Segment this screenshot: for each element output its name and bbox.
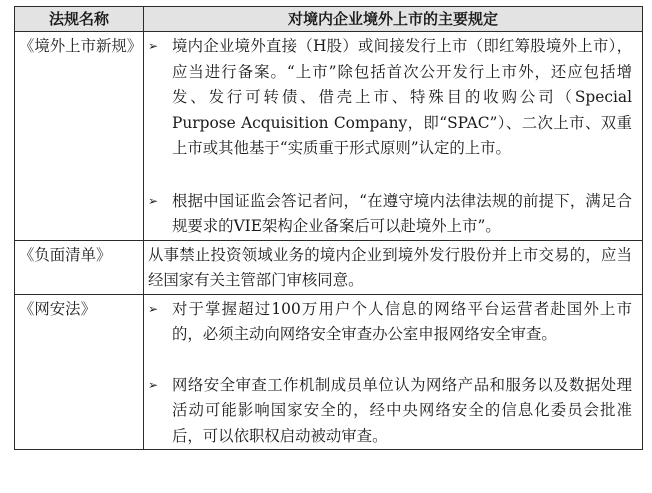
- regulations-table: [14, 6, 643, 450]
- provision-text: 网络安全审查工作机制成员单位认为网络产品和服务以及数据处理活动可能影响国家安全的，经中央网络安全的信息化委员会批准后，可以依职权启动被动审查。: [172, 375, 632, 445]
- table-row: [15, 294, 643, 450]
- arrow-bullet-icon: ➢: [148, 193, 159, 208]
- arrow-bullet-icon: ➢: [148, 301, 159, 316]
- provision-text: 根据中国证监会答记者问，“在遵守境内法律法规的前提下，满足合规要求的VIE架构企业备案后可以赴境外上市”。: [172, 191, 632, 235]
- provision-item: [148, 34, 632, 162]
- law-name-cell: 《负面清单》: [15, 240, 144, 294]
- provision-text: 从事禁止投资领域业务的境内企业到境外发行股份并上市交易的，应当经国家有关主管部门审核同意。: [148, 245, 632, 289]
- provision-text: 境内企业境外直接（H股）或间接发行上市（即红筹股境外上市），应当进行备案。“上市”除包括首次公开发行上市外，还应包括增发、发行可转债、借壳上市、特殊目的收购公司（Special Purpose Acquisition Company，即“SPAC”）、二次上市、双重上市或其他基于“实质重于形式原则”认定的上市。: [172, 37, 632, 157]
- provisions-cell: [144, 240, 643, 294]
- law-name-cell: 《境外上市新规》: [15, 32, 144, 241]
- table-row: [15, 240, 643, 294]
- paragraph-spacer: [148, 348, 632, 373]
- paragraph-spacer: [148, 162, 632, 189]
- arrow-bullet-icon: ➢: [148, 377, 159, 392]
- law-name-cell: 《网安法》: [15, 294, 144, 450]
- provision-item: [148, 297, 632, 348]
- arrow-bullet-icon: ➢: [148, 39, 159, 53]
- provision-item: [148, 189, 632, 240]
- provision-text: 对于掌握超过100万用户个人信息的网络平台运营者赴国外上市的，必须主动向网络安全审查办公室申报网络安全审查。: [172, 299, 632, 343]
- table-row: [15, 32, 643, 241]
- header-main-provisions: 对境内企业境外上市的主要规定: [144, 7, 643, 32]
- provisions-cell: [144, 294, 643, 450]
- header-law-name: 法规名称: [15, 7, 144, 32]
- provision-item: [148, 373, 632, 450]
- provisions-cell: [144, 32, 643, 241]
- table-header-row: [15, 7, 643, 32]
